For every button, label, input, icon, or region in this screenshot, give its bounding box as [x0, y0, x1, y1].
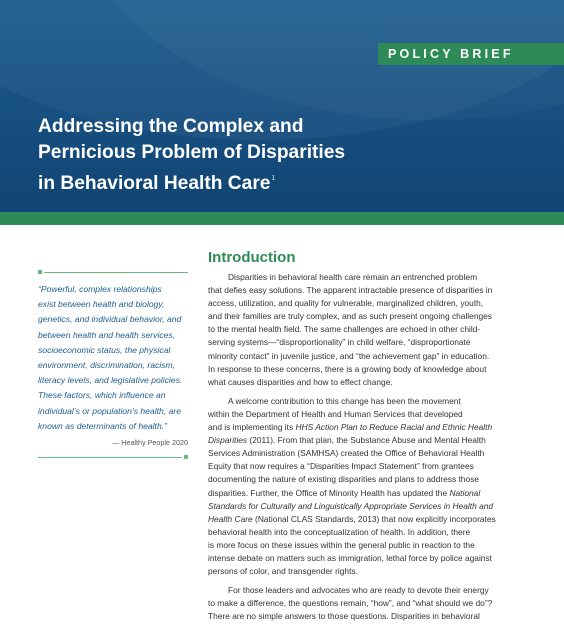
- text-line: [208, 513, 526, 526]
- quote-line: literacy levels, and legislative policies.: [38, 375, 183, 386]
- quote-line: known as determinants of health.”: [38, 420, 167, 431]
- section-heading: Introduction: [208, 249, 296, 266]
- text-run: (National CLAS Standards, 2013) that now explicitly incorporates: [252, 513, 496, 524]
- text-line: For those leaders and advocates who are ready to devote their energy: [228, 585, 489, 596]
- text-line: In response to these concerns, there is a growing body of knowledge about: [208, 363, 487, 374]
- text-line: intense debate on matters such as immigration, lethal force by police against: [208, 552, 492, 563]
- paragraph-2: [208, 395, 526, 578]
- text-line: There are no simple answers to those questions. Disparities in behavioral: [208, 611, 480, 622]
- paragraph-1: [208, 271, 526, 389]
- quote-line: environment, discrimination, racism,: [38, 360, 176, 371]
- text-line: within the Department of Health and Human Services that developed: [208, 408, 463, 419]
- title-line: [38, 166, 418, 197]
- rule-square-icon: [184, 455, 188, 459]
- top-rule: [38, 270, 188, 274]
- title-line: Pernicious Problem of Disparities: [38, 142, 346, 163]
- text-line: persons of color, and transgender rights.: [208, 566, 358, 577]
- pull-quote-text: [38, 282, 188, 434]
- quote-line: genetics, and individual behavior, and: [38, 314, 182, 325]
- quote-line: These factors, which influence an: [38, 390, 166, 401]
- text-line: serving systems—“disproportionality” in child welfare, “disproportionate: [208, 337, 471, 348]
- text-line: Equity that now requires a “Disparities Impact Statement” from grantees: [208, 461, 474, 472]
- quote-line: exist between health and biology,: [38, 299, 165, 310]
- text-line: [208, 487, 526, 500]
- text-line: to make a difference, the questions remain, “how”, and “what should we do”?: [208, 598, 493, 609]
- text-line: and their families are truly complex, and as such present ongoing challenges: [208, 311, 492, 322]
- text-run: disparities. Further, the Office of Minority Health has updated the: [208, 487, 450, 498]
- text-run: (2011). From that plan, the Substance Abuse and Mental Health: [247, 435, 486, 446]
- text-line: access, utilization, and quality for vulnerable, marginalized children, youth,: [208, 298, 484, 309]
- text-line: is more focus on these issues within the general public in reaction to the: [208, 539, 475, 550]
- header-banner: [0, 0, 564, 212]
- text-line: minority contact” in juvenile justice, and “the achievement gap” in education.: [208, 350, 490, 361]
- text-line: documenting the nature of existing disparities and plans to address those: [208, 474, 479, 485]
- text-line: Services Administration (SAMHSA) created the Office of Behavioral Health: [208, 448, 485, 459]
- citation-title: Standards for Culturally and Linguistically Appropriate Services in Health and: [208, 500, 494, 511]
- text-line: that defies easy solutions. The apparent intractable presence of disparities in: [208, 285, 493, 296]
- quote-line: “Powerful, complex relationships: [38, 284, 162, 294]
- policy-brief-badge: POLICY BRIEF: [378, 43, 564, 65]
- citation-title: HHS Action Plan to Reduce Racial and Ethnic Health: [295, 422, 493, 433]
- text-line: [208, 434, 526, 447]
- text-line: [208, 500, 526, 513]
- text-line: behavioral health into the conceptualization of health. In addition, there: [208, 526, 471, 537]
- text-line: what causes disparities and how to effect change.: [208, 376, 393, 387]
- title-footnote-marker[interactable]: 1: [271, 175, 276, 182]
- rule-line: [44, 272, 188, 273]
- text-line: [208, 421, 526, 434]
- quote-line: socioeconomic status, the physical: [38, 344, 171, 355]
- text-line: to the mental health field. The same challenges are echoed in other child-: [208, 324, 481, 335]
- sidebar-pull-quote: [38, 270, 188, 459]
- citation-title: Disparities: [208, 435, 248, 446]
- rule-square-icon: [38, 270, 42, 274]
- paragraph-3: [208, 584, 526, 623]
- text-run: and is implementing its: [208, 422, 296, 433]
- bottom-rule: [38, 455, 188, 459]
- rule-line: [38, 457, 182, 458]
- title-line: Addressing the Complex and: [38, 116, 304, 137]
- quote-line: between health and health services,: [38, 329, 176, 340]
- text-line: Disparities in behavioral health care remain an entrenched problem: [228, 272, 478, 282]
- quote-line: individual’s or population’s health, are: [38, 405, 182, 416]
- citation-title: National: [449, 487, 481, 498]
- citation-title: Health Care: [208, 513, 253, 524]
- document-title: [38, 114, 418, 197]
- main-content: [208, 249, 526, 629]
- text-line: A welcome contribution to this change has been the movement: [228, 395, 461, 406]
- green-divider-band: [0, 212, 564, 225]
- quote-attribution: — Healthy People 2020: [112, 438, 188, 448]
- title-line-text: in Behavioral Health Care: [38, 173, 271, 194]
